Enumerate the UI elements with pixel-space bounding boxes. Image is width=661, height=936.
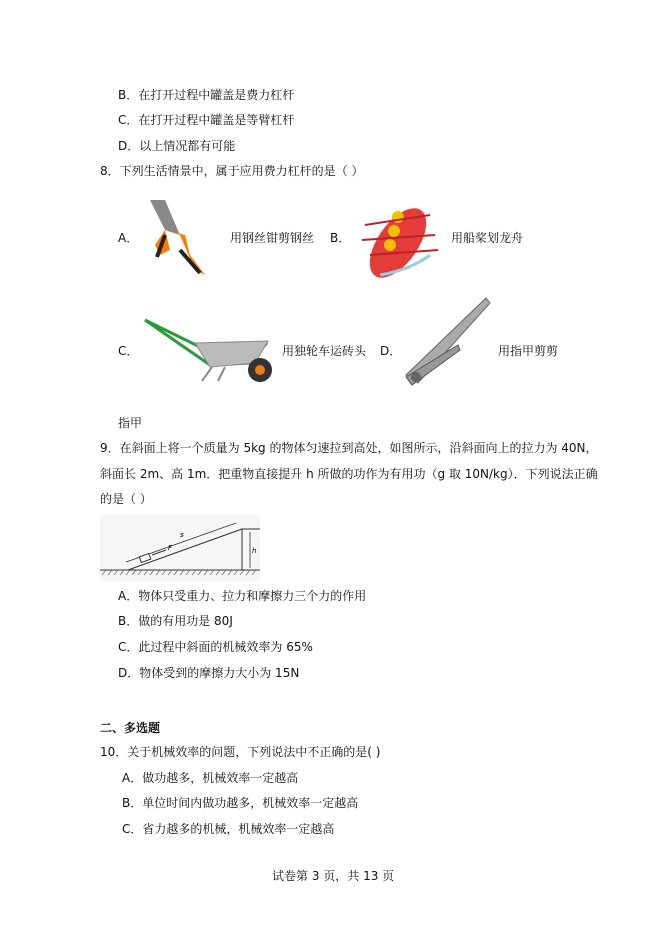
q8-option-b-label[interactable]: B． [330,231,351,245]
section-heading: 二、多选题 [100,721,161,735]
q8-option-c-text: 用独轮车运砖头 [282,344,367,358]
q8-option-d-text-cont: 指甲 [118,416,143,430]
q10-option-a[interactable]: A．做功越多，机械效率一定越高 [122,771,299,785]
q8-option-c-label[interactable]: C． [118,344,139,358]
q10-stem: 10．关于机械效率的问题，下列说法中不正确的是( ) [100,745,381,759]
incline-diagram [100,515,260,581]
q10-option-b[interactable]: B．单位时间内做功越多，机械效率一定越高 [122,796,359,810]
q7-option-d[interactable]: D．以上情况都有可能 [118,139,236,153]
q9-stem-line1: 9．在斜面上将一个质量为 5kg 的物体匀速拉到高处，如图所示，沿斜面向上的拉力为 40N， [100,441,598,455]
q8-option-a-text: 用钢丝钳剪钢丝 [230,231,315,245]
q9-option-a[interactable]: A．物体只受重力、拉力和摩擦力三个力的作用 [118,589,367,603]
q9-option-b[interactable]: B．做的有用功是 80J [118,614,233,628]
q8-option-b-text: 用船桨划龙舟 [451,231,524,245]
q8-option-d-text: 用指甲剪剪 [498,344,559,358]
dragon-boat-image [350,195,445,280]
q8-option-a-label[interactable]: A． [118,231,139,245]
page-footer: 试卷第 3 页，共 13 页 [272,869,395,883]
q8-stem: 8．下列生活情景中，属于应用费力杠杆的是（ ） [100,164,364,178]
q7-option-b[interactable]: B．在打开过程中罐盖是费力杠杆 [118,88,295,102]
q7-option-c[interactable]: C．在打开过程中罐盖是等臂杠杆 [118,113,295,127]
q9-option-d[interactable]: D．物体受到的摩擦力大小为 15N [118,666,300,680]
pliers-image [135,195,225,283]
fig-label-f: F [168,544,173,552]
q8-option-d-label[interactable]: D． [380,344,402,358]
fig-label-h: h [252,547,257,555]
q10-option-c[interactable]: C．省力越多的机械，机械效率一定越高 [122,822,335,836]
nail-clipper-image [398,295,494,390]
q9-stem-line3: 的是（ ） [100,492,152,506]
wheelbarrow-image [140,315,280,385]
q9-option-c[interactable]: C．此过程中斜面的机械效率为 65% [118,640,313,654]
fig-label-s: s [180,531,184,539]
q9-stem-line2: 斜面长 2m、高 1m．把重物直接提升 h 所做的功作为有用功（g 取 10N/kg）．下列说法正确 [100,467,598,481]
